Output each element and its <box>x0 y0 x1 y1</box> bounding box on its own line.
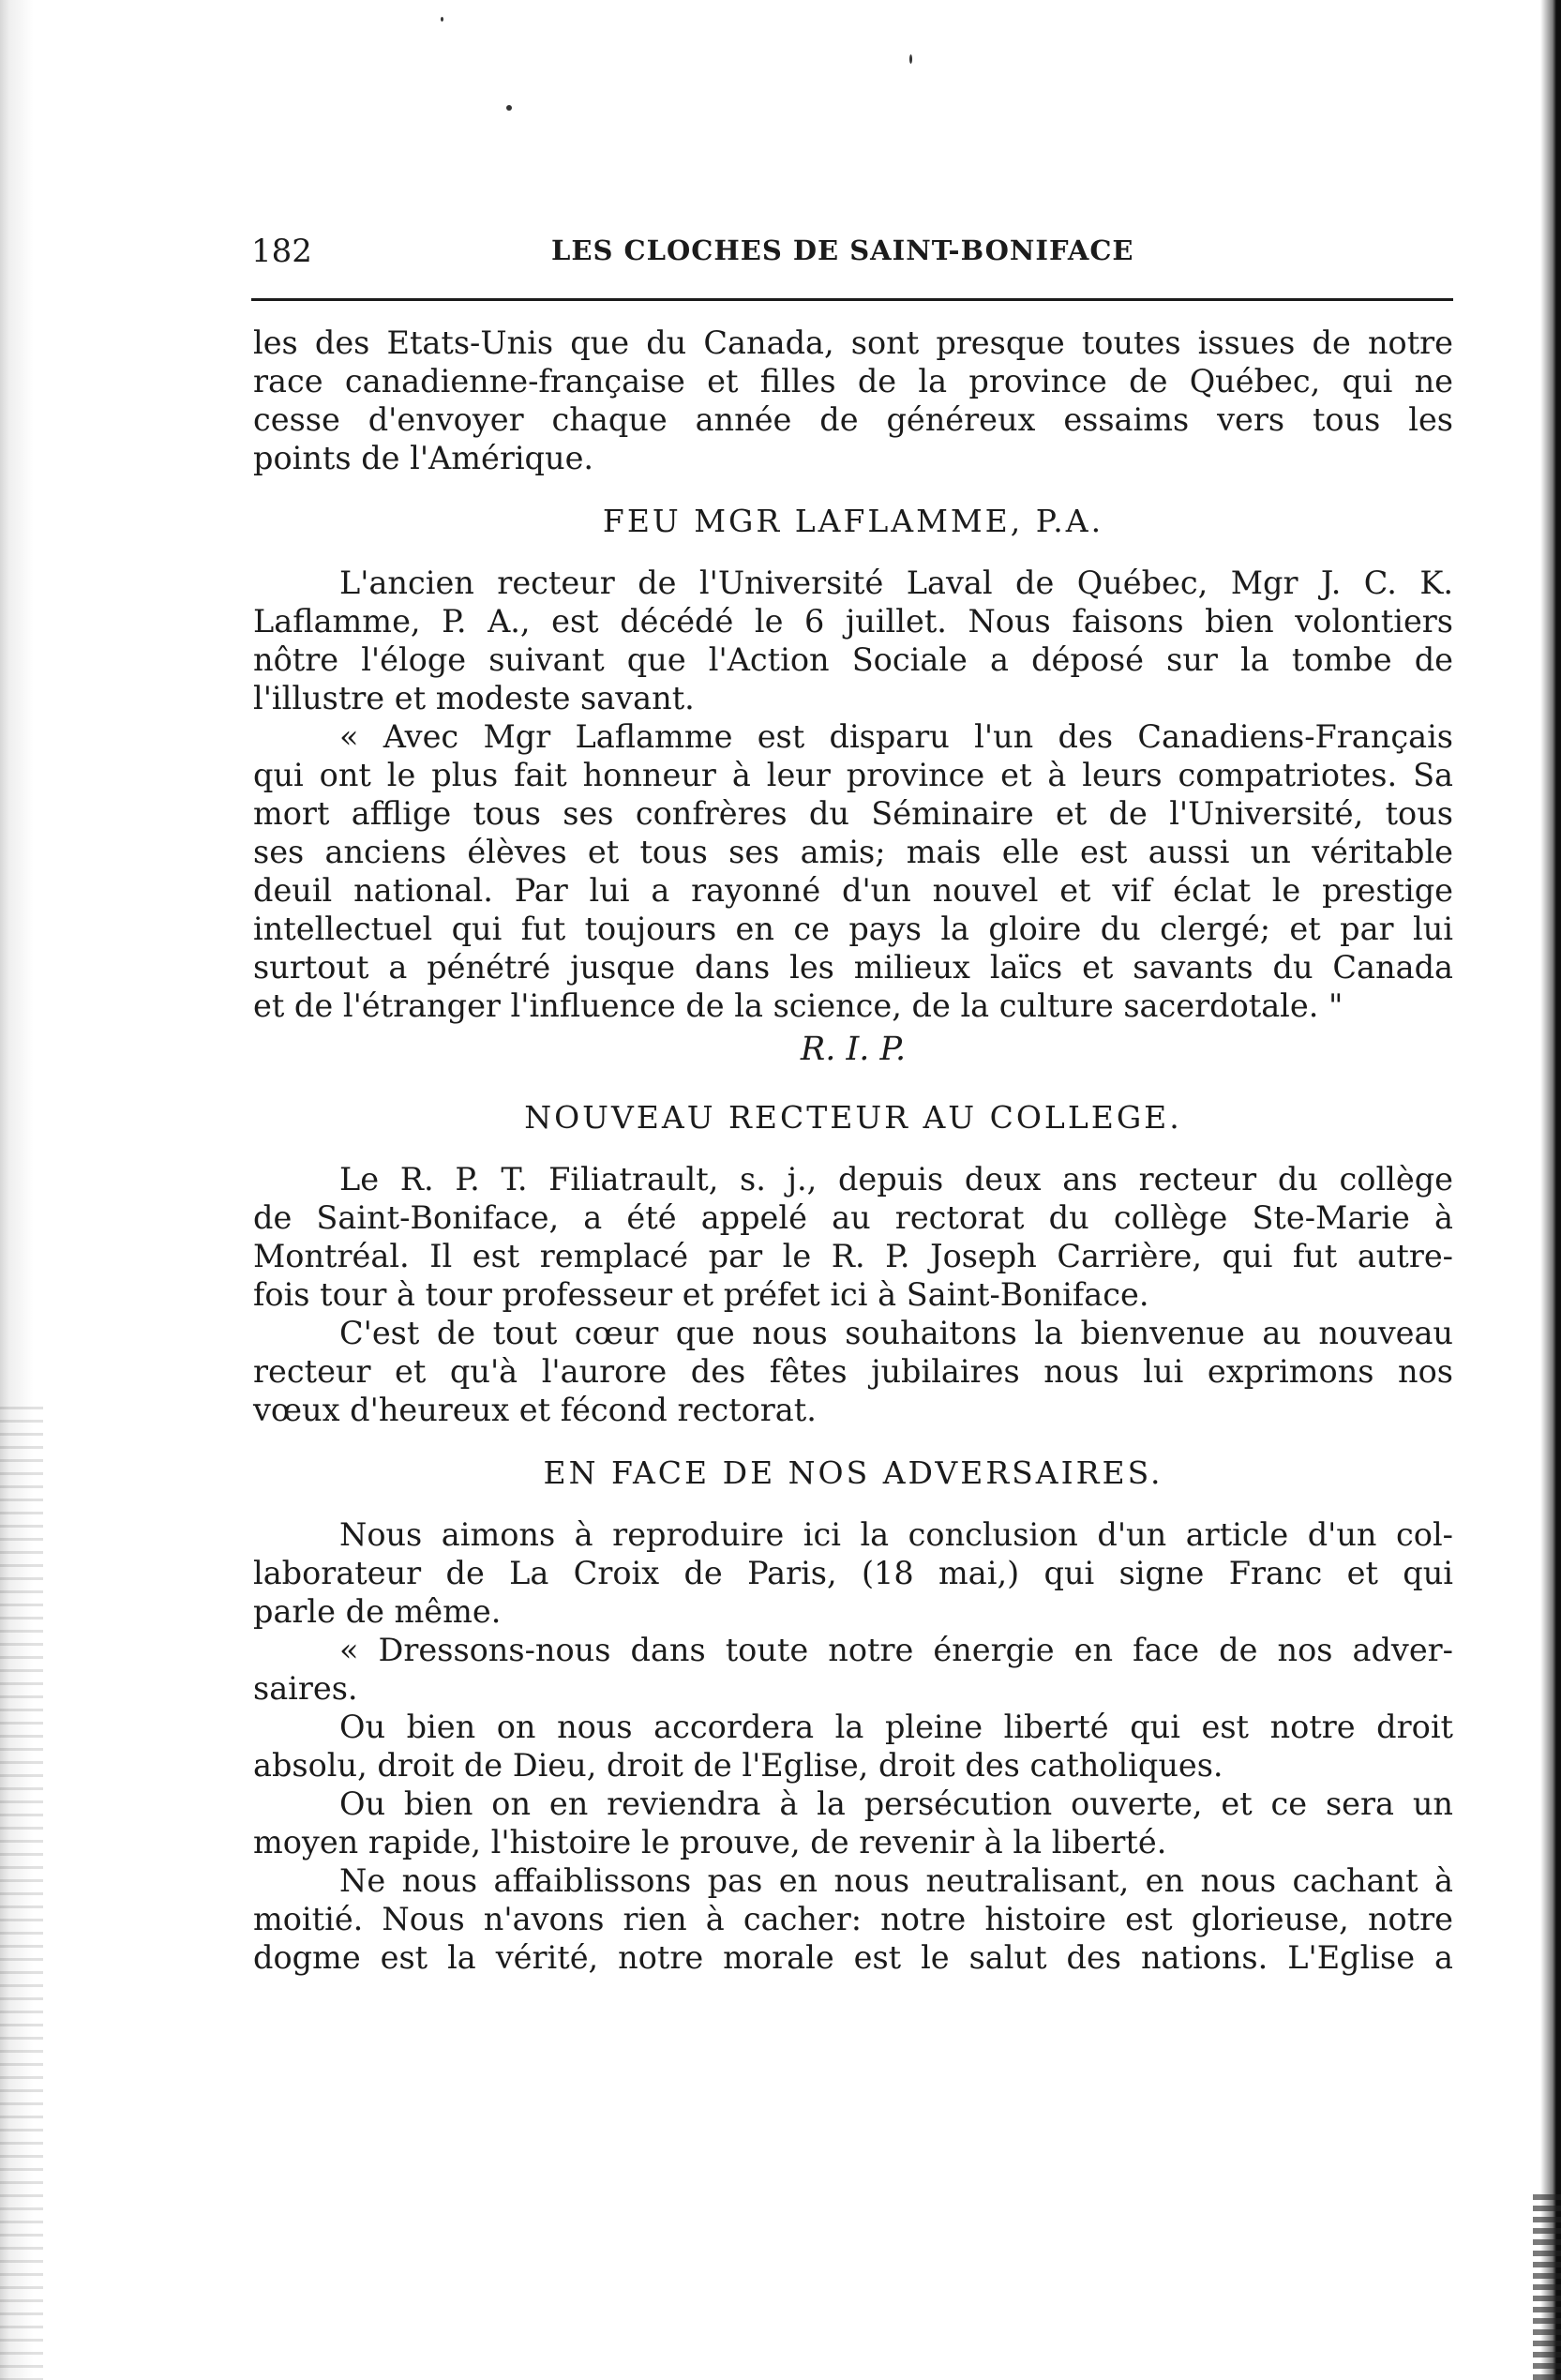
text-line: parle de même. <box>253 1593 502 1630</box>
page-number: 182 <box>251 233 312 270</box>
text-line: cesse d'envoyer chaque année de généreux essaims vers tous les <box>253 401 1453 438</box>
scan-right-edge <box>1540 0 1561 2380</box>
text-line: Ou bien on en reviendra à la persécution ouverte, et ce sera un <box>339 1785 1453 1822</box>
page-body <box>253 324 1453 1977</box>
text-line: Montréal. Il est remplacé par le R. P. Joseph Carrière, qui fut autre- <box>253 1238 1453 1274</box>
paragraph <box>253 1708 1453 1785</box>
text-line: L'ancien recteur de l'Université Laval de Québec, Mgr J. C. K. <box>339 565 1453 601</box>
text-line: les des Etats-Unis que du Canada, sont presque toutes issues de notre <box>253 324 1453 361</box>
scan-left-edge-noise <box>0 1407 43 2380</box>
scan-right-edge-noise <box>1533 2194 1561 2380</box>
text-line: absolu, droit de Dieu, droit de l'Eglise, droit des catholiques. <box>253 1747 1223 1784</box>
paragraph <box>253 324 1453 477</box>
scan-speck <box>441 17 443 22</box>
text-line: ses anciens élèves et tous ses amis; mais elle est aussi un véritable <box>253 834 1453 870</box>
text-line: Laflamme, P. A., est décédé le 6 juillet. Nous faisons bien volontiers <box>253 603 1453 640</box>
paragraph <box>253 1314 1453 1429</box>
running-title: LES CLOCHES DE SAINT-BONIFACE <box>551 234 1134 266</box>
text-line: « Dressons-nous dans toute notre énergie en face de nos adver- <box>339 1632 1453 1668</box>
signature: R. I. P. <box>800 1031 907 1068</box>
section-heading: FEU MGR LAFLAMME, P.A. <box>602 503 1104 539</box>
text-line: nôtre l'éloge suivant que l'Action Sociale a déposé sur la tombe de <box>253 641 1453 678</box>
header-rule <box>251 298 1453 301</box>
paragraph <box>253 1785 1453 1861</box>
text-line: de Saint-Boniface, a été appelé au rectorat du collège Ste-Marie à <box>253 1199 1453 1236</box>
text-line: dogme est la vérité, notre morale est le salut des nations. L'Eglise a <box>253 1939 1453 1976</box>
page-header <box>251 233 1451 279</box>
paragraph <box>253 717 1453 1025</box>
text-line: deuil national. Par lui a rayonné d'un nouvel et vif éclat le prestige <box>253 872 1453 909</box>
paragraph <box>253 1861 1453 1977</box>
section-heading: EN FACE DE NOS ADVERSAIRES. <box>543 1454 1163 1491</box>
paragraph <box>253 1160 1453 1314</box>
text-line: fois tour à tour professeur et préfet ici à Saint-Boniface. <box>253 1276 1149 1313</box>
text-line: C'est de tout cœur que nous souhaitons la bienvenue au nouveau <box>339 1315 1453 1351</box>
text-line: laborateur de La Croix de Paris, (18 mai,) qui signe Franc et qui <box>253 1555 1453 1591</box>
text-line: mort afflige tous ses confrères du Séminaire et de l'Université, tous <box>253 795 1453 832</box>
paragraph <box>253 564 1453 717</box>
text-line: vœux d'heureux et fécond rectorat. <box>253 1392 817 1428</box>
scan-speck <box>506 105 512 111</box>
text-line: moyen rapide, l'histoire le prouve, de revenir à la liberté. <box>253 1824 1167 1860</box>
text-line: recteur et qu'à l'aurore des fêtes jubilaires nous lui exprimons nos <box>253 1353 1453 1390</box>
text-line: points de l'Amérique. <box>253 440 594 476</box>
text-line: Ne nous affaiblissons pas en nous neutralisant, en nous cachant à <box>339 1862 1453 1899</box>
text-line: moitié. Nous n'avons rien à cacher: notre histoire est glorieuse, notre <box>253 1901 1453 1937</box>
text-line: et de l'étranger l'influence de la science, de la culture sacerdotale. " <box>253 987 1343 1024</box>
text-line: qui ont le plus fait honneur à leur province et à leurs compatriotes. Sa <box>253 757 1453 793</box>
text-line: « Avec Mgr Laflamme est disparu l'un des Canadiens-Français <box>339 718 1453 755</box>
text-line: intellectuel qui fut toujours en ce pays la gloire du clergé; et par lui <box>253 911 1453 947</box>
text-line: surtout a pénétré jusque dans les milieux laïcs et savants du Canada <box>253 949 1453 986</box>
paragraph <box>253 1515 1453 1631</box>
section-heading: NOUVEAU RECTEUR AU COLLEGE. <box>524 1099 1182 1136</box>
text-line: Le R. P. T. Filiatrault, s. j., depuis deux ans recteur du collège <box>339 1161 1453 1198</box>
text-line: Ou bien on nous accordera la pleine liberté qui est notre droit <box>339 1709 1453 1745</box>
text-line: saires. <box>253 1670 358 1707</box>
text-line: race canadienne-française et filles de la province de Québec, qui ne <box>253 363 1453 399</box>
paragraph <box>253 1631 1453 1708</box>
scan-speck <box>909 54 912 64</box>
text-line: l'illustre et modeste savant. <box>253 680 695 716</box>
text-line: Nous aimons à reproduire ici la conclusion d'un article d'un col- <box>339 1516 1453 1553</box>
